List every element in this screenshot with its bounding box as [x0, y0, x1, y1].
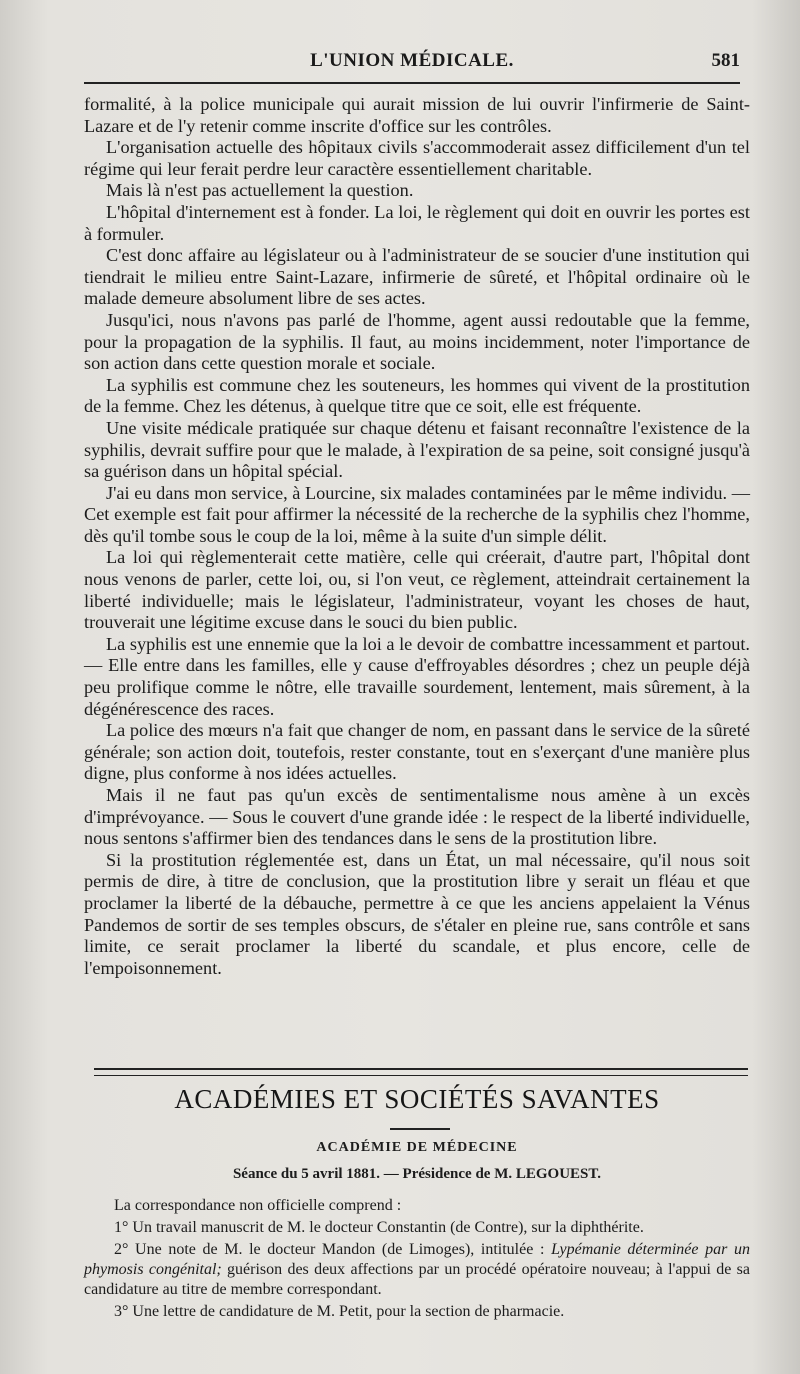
paragraph: formalité, à la police municipale qui aurait mission de lui ouvrir l'infirmerie de Saint-Lazare et de l'y retenir comme inscrite d'office sur les contrôles. — [84, 94, 750, 136]
paragraph: L'organisation actuelle des hôpitaux civils s'accommoderait assez difficilement d'un tel régime qui leur ferait perdre leur caractère essentiellement charitable. — [84, 137, 750, 179]
header-rule — [84, 82, 740, 84]
page-header — [84, 50, 740, 80]
session-minutes — [84, 1196, 750, 1322]
page-number: 581 — [711, 50, 740, 71]
section-title: ACADÉMIES ET SOCIÉTÉS SAVANTES — [174, 1084, 660, 1114]
paragraph: La loi qui règlementerait cette matière, celle qui créerait, d'autre part, l'hôpital dont nous venons de parler, cette loi, ou, si l'on veut, ce règlement, atteindrait certainement la liberté individuelle; mais le législateur, l'administrateur, voyant les choses de haut, trouverait une légitime excuse dans le souci du bien public. — [84, 547, 750, 633]
running-head: L'UNION MÉDICALE. — [310, 50, 514, 71]
paragraph: Mais il ne faut pas qu'un excès de sentimentalisme nous amène à un excès d'imprévoyance. — Sous le couvert d'une grande idée : le respect de la liberté individuelle, nous sentons s'affirmer bien des tendances dans le sens de la prostitution libre. — [84, 785, 750, 849]
paragraph: J'ai eu dans mon service, à Lourcine, six malades contaminées par le même individu. — Cet exemple est fait pour affirmer la nécessité de la recherche de la syphilis chez l'homme, dès qu'il tombe sous le coup de la loi, même à la suite d'un simple délit. — [84, 482, 750, 546]
paragraph: Jusqu'ici, nous n'avons pas parlé de l'homme, agent aussi redoutable que la femme, pour la propagation de la syphilis. Il faut, au moins incidemment, noter l'importance de son action dans cette question morale et sociale. — [84, 309, 750, 374]
subsection-title: ACADÉMIE DE MÉDECINE — [316, 1140, 518, 1155]
paragraph: La police des mœurs n'a fait que changer de nom, en passant dans le service de la sûreté générale; son action doit, toutefois, rester constante, tout en s'exerçant d'une manière plus digne, plus conforme à nos idées actuelles. — [84, 720, 750, 784]
paragraph: L'hôpital d'internement est à fonder. La loi, le règlement qui doit en ouvrir les portes est à formuler. — [84, 201, 750, 244]
paragraph: La syphilis est une ennemie que la loi a le devoir de combattre incessamment et partout. — Elle entre dans les familles, elle y cause d'effroyables désordres ; chez un peuple déjà peu prolifique comme le nôtre, elle travaille sourdement, lentement, mais sûrement, à la dégénérescence des races. — [84, 633, 750, 719]
correspondence-item — [84, 1240, 750, 1300]
item-text: guérison des deux affections par un procédé opératoire nouveau; à l'appui de sa candidature au titre de membre correspondant. — [84, 1261, 750, 1298]
title-rule — [390, 1128, 450, 1130]
paragraph: C'est donc affaire au législateur ou à l'administrateur de se soucier d'une institution qui tiendrait le milieu entre Saint-Lazare, infirmerie de sûreté, et l'hôpital ordinaire où le malade demeure absolument libre de ses actes. — [84, 245, 750, 309]
item-text: 2° Une note de M. le docteur Mandon (de Limoges), intitulée : — [114, 1241, 552, 1258]
paragraph: Mais là n'est pas actuellement la question. — [106, 180, 414, 201]
correspondence-intro: La correspondance non officielle comprend : — [114, 1197, 402, 1214]
paragraph: Une visite médicale pratiquée sur chaque détenu et faisant reconnaître l'existence de la syphilis, devrait suffire pour que le malade, à l'expiration de sa peine, soit consigné jusqu'à sa guérison dans un hôpital spécial. — [84, 417, 750, 482]
correspondence-item: 3° Une lettre de candidature de M. Petit, pour la section de pharmacie. — [114, 1303, 565, 1320]
paragraph: Si la prostitution réglementée est, dans un État, un mal nécessaire, qu'il nous soit permis de dire, à titre de conclusion, que la prostitution libre y serait un fléau et que proclamer la liberté de la débauche, permettre à ce que les anciens appelaient la Vénus Pandemos de sortir de ses temples obscurs, de s'étaler en pleine rue, sans contrôle et sans limite, ce serait proclamer la liberté du scandale, et plus encore, celle de l'empoisonnement. — [84, 849, 750, 978]
article-body — [84, 94, 750, 979]
section-divider — [94, 1068, 748, 1076]
session-line: Séance du 5 avril 1881. — Présidence de M. LEGOUEST. — [232, 1166, 602, 1182]
paragraph: La syphilis est commune chez les souteneurs, les hommes qui vivent de la prostitution de la femme. Chez les détenus, à quelque titre que ce soit, elle est fréquente. — [84, 374, 750, 417]
correspondence-item: 1° Un travail manuscrit de M. le docteur Constantin (de Contre), sur la diphthérite. — [114, 1219, 644, 1236]
item-title-italic: Lypémanie déterminée par un phymosis congénital; — [84, 1241, 751, 1278]
